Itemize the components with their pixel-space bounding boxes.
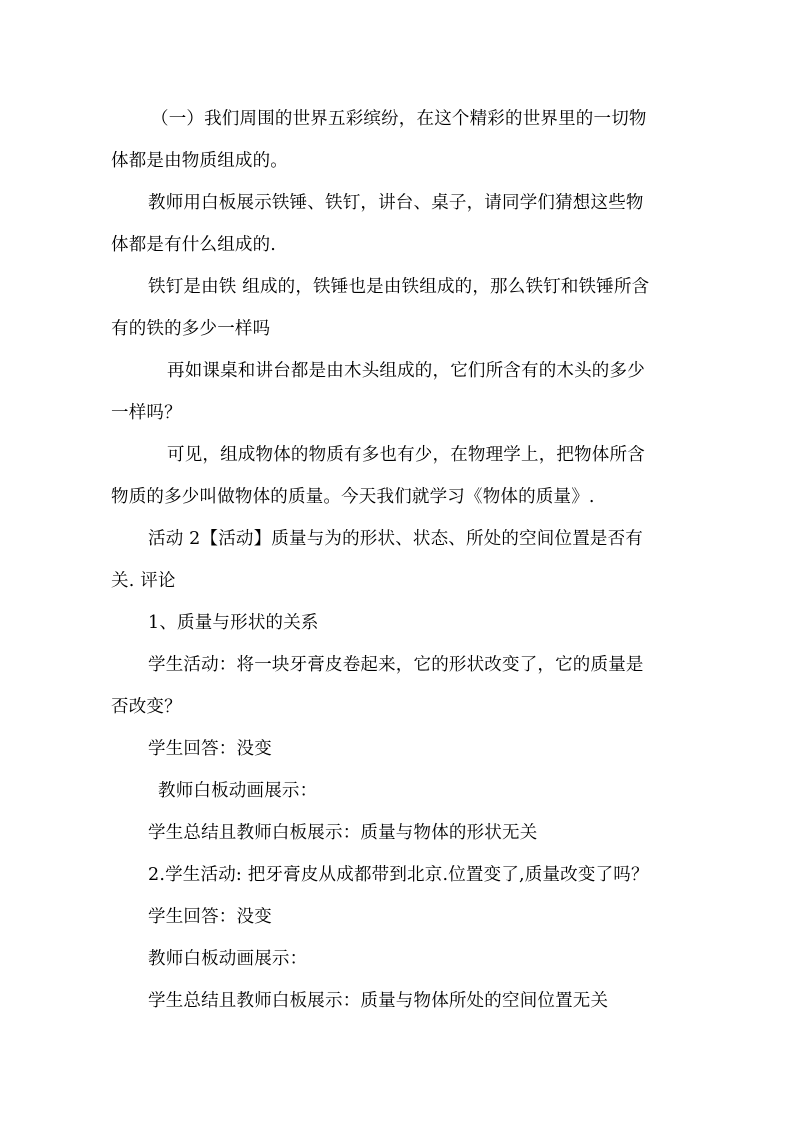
summary-1: 学生总结且教师白板展示：质量与物体的形状无关: [148, 823, 538, 843]
activity-2-heading-line-1: 活动 2【活动】质量与为的形状、状态、所处的空间位置是否有: [148, 529, 643, 549]
section-1-title: 1、质量与形状的关系: [148, 613, 319, 633]
paragraph-5-line-2: 物质的多少叫做物体的质量。今天我们就学习《物体的质量》.: [111, 487, 595, 507]
student-activity-1-line-2: 否改变？: [111, 697, 182, 717]
summary-2: 学生总结且教师白板展示：质量与物体所处的空间位置无关: [148, 991, 609, 1011]
paragraph-1-line-1: （一）我们周围的世界五彩缤纷，在这个精彩的世界里的一切物: [151, 109, 647, 129]
student-answer-1: 学生回答：没变: [148, 739, 272, 759]
paragraph-3-line-1: 铁钉是由铁 组成的，铁锤也是由铁组成的，那么铁钉和铁锤所含: [148, 277, 650, 297]
paragraph-4-line-2: 一样吗？: [111, 403, 182, 423]
student-activity-1-line-1: 学生活动：将一块牙膏皮卷起来，它的形状改变了，它的质量是: [148, 655, 644, 675]
paragraph-1-line-2: 体都是由物质组成的。: [111, 151, 288, 171]
paragraph-2-line-1: 教师用白板展示铁锤、铁钉，讲台、桌子，请同学们猜想这些物: [148, 193, 644, 213]
paragraph-3-line-2: 有的铁的多少一样吗: [111, 319, 271, 339]
teacher-animation-1: 教师白板动画展示：: [158, 781, 318, 801]
activity-2-heading-line-2: 关. 评论: [111, 571, 176, 591]
student-activity-2: 2.学生活动: 把牙膏皮从成都带到北京.位置变了,质量改变了吗？: [148, 865, 649, 885]
paragraph-2-line-2: 体都是有什么组成的.: [111, 235, 277, 255]
paragraph-5-line-1: 可见，组成物体的物质有多也有少，在物理学上，把物体所含: [167, 445, 645, 465]
teacher-animation-2: 教师白板动画展示：: [148, 949, 308, 969]
paragraph-4-line-1: 再如课桌和讲台都是由木头组成的，它们所含有的木头的多少: [167, 361, 645, 381]
student-answer-2: 学生回答：没变: [148, 907, 272, 927]
